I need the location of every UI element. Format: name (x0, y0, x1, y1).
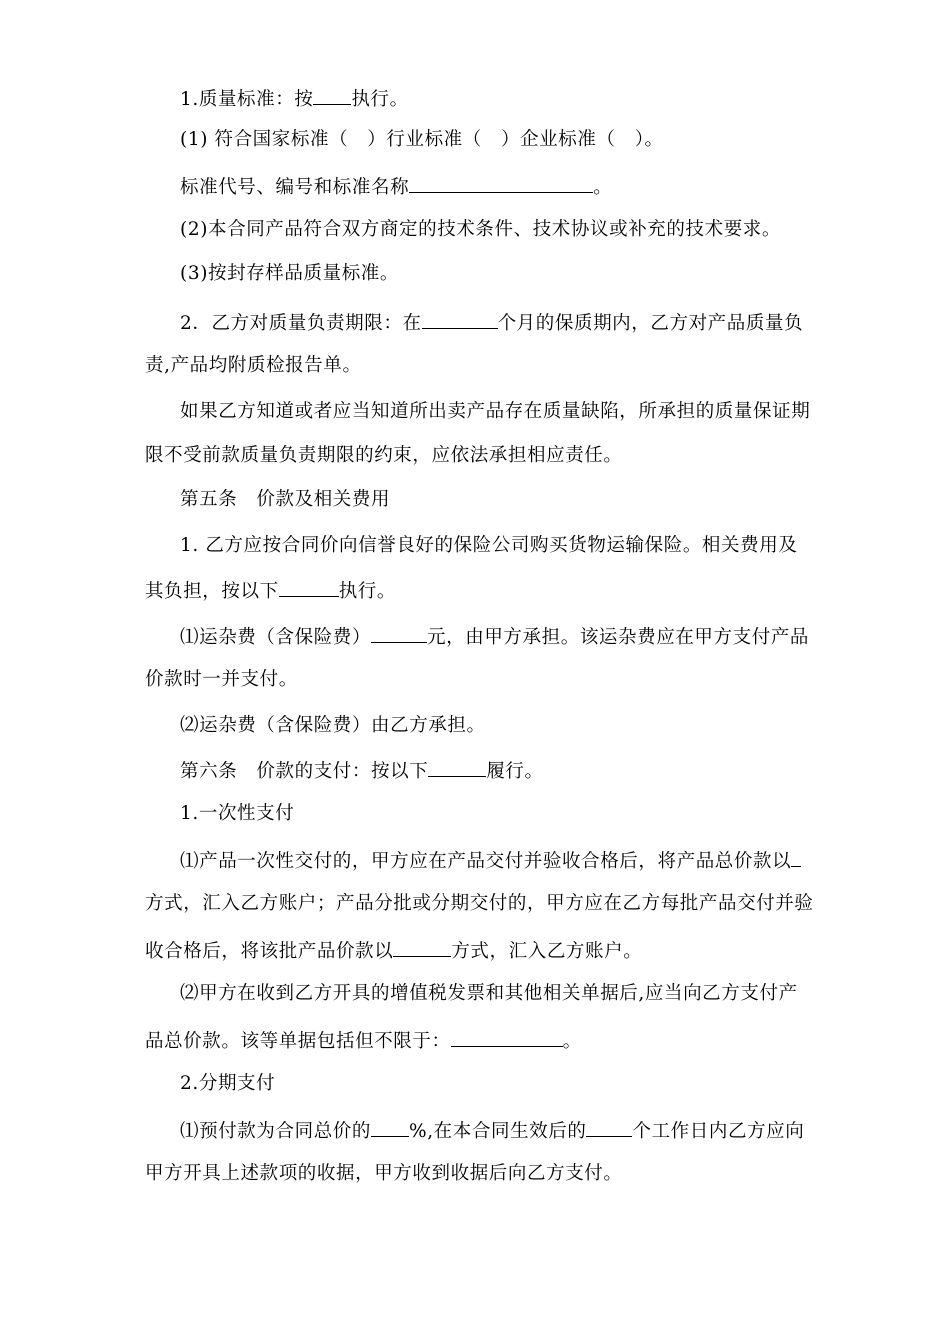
fill-blank[interactable] (393, 938, 451, 957)
warranty-period-clause: 2．乙方对质量负责期限：在 个月的保质期内，乙方对产品质量负 (180, 310, 803, 336)
fill-blank[interactable] (409, 174, 593, 193)
sealed-sample-clause: (3)按封存样品质量标准。 (180, 263, 400, 284)
paragraph-continuation: 价款时一并支付。 (145, 669, 298, 690)
article-6-heading: 第六条 价款的支付：按以下 履行。 (180, 758, 544, 784)
fill-blank[interactable] (451, 1028, 563, 1047)
paragraph-continuation: 限不受前款质量负责期限的约束，应依法承担相应责任。 (145, 445, 623, 466)
insurance-clause: 1. 乙方应按合同价向信誉良好的保险公司购买货物运输保险。相关费用及 (180, 535, 798, 556)
fill-blank[interactable] (371, 1118, 409, 1137)
installment-heading: 2.分期支付 (180, 1073, 276, 1094)
technical-conditions-clause: (2)本合同产品符合双方商定的技术条件、技术协议或补充的技术要求。 (180, 219, 782, 240)
article-5-heading: 第五条 价款及相关费用 (180, 489, 391, 510)
standard-code-line: 标准代号、编号和标准名称 。 (180, 174, 612, 200)
freight-seller-clause: ⑵运杂费（含保险费）由乙方承担。 (180, 715, 486, 736)
fill-blank[interactable] (428, 758, 486, 777)
paragraph-continuation: 甲方开具上述款项的收据，甲方收到收据后向乙方支付。 (145, 1163, 623, 1184)
fill-blank[interactable] (313, 86, 351, 105)
paragraph-continuation: 收合格后，将该批产品价款以 方式，汇入乙方账户。 (145, 938, 642, 964)
paragraph-continuation: 方式，汇入乙方账户；产品分批或分期交付的，甲方应在乙方每批产品交付并验 (145, 893, 814, 914)
freight-buyer-clause: ⑴运杂费（含保险费） 元，由甲方承担。该运杂费应在甲方支付产品 (180, 624, 809, 650)
fill-blank[interactable] (791, 848, 801, 867)
prepayment-clause: ⑴预付款为合同总价的 %,在本合同生效后的 个工作日内乙方应向 (180, 1118, 804, 1144)
fill-blank[interactable] (279, 578, 339, 597)
standard-type-options: (1) 符合国家标准（ ）行业标准（ ）企业标准（ ）。 (180, 129, 664, 150)
quality-standard-clause: 1.质量标准：按 执行。 (180, 86, 409, 112)
fill-blank[interactable] (422, 310, 498, 329)
fill-blank[interactable] (371, 624, 427, 643)
lump-sum-clause: ⑴产品一次性交付的，甲方应在产品交付并验收合格后，将产品总价款以 (180, 848, 801, 874)
paragraph-continuation: 品总价款。该等单据包括但不限于： 。 (145, 1028, 582, 1054)
quality-defect-clause: 如果乙方知道或者应当知道所出卖产品存在质量缺陷，所承担的质量保证期 (180, 401, 811, 422)
paragraph-continuation: 责,产品均附质检报告单。 (145, 355, 362, 376)
fill-blank[interactable] (586, 1118, 632, 1137)
invoice-payment-clause: ⑵甲方在收到乙方开具的增值税发票和其他相关单据后,应当向乙方支付产 (180, 983, 798, 1004)
paragraph-continuation: 其负担，按以下 执行。 (145, 578, 396, 604)
lump-sum-heading: 1.一次性支付 (180, 803, 295, 824)
